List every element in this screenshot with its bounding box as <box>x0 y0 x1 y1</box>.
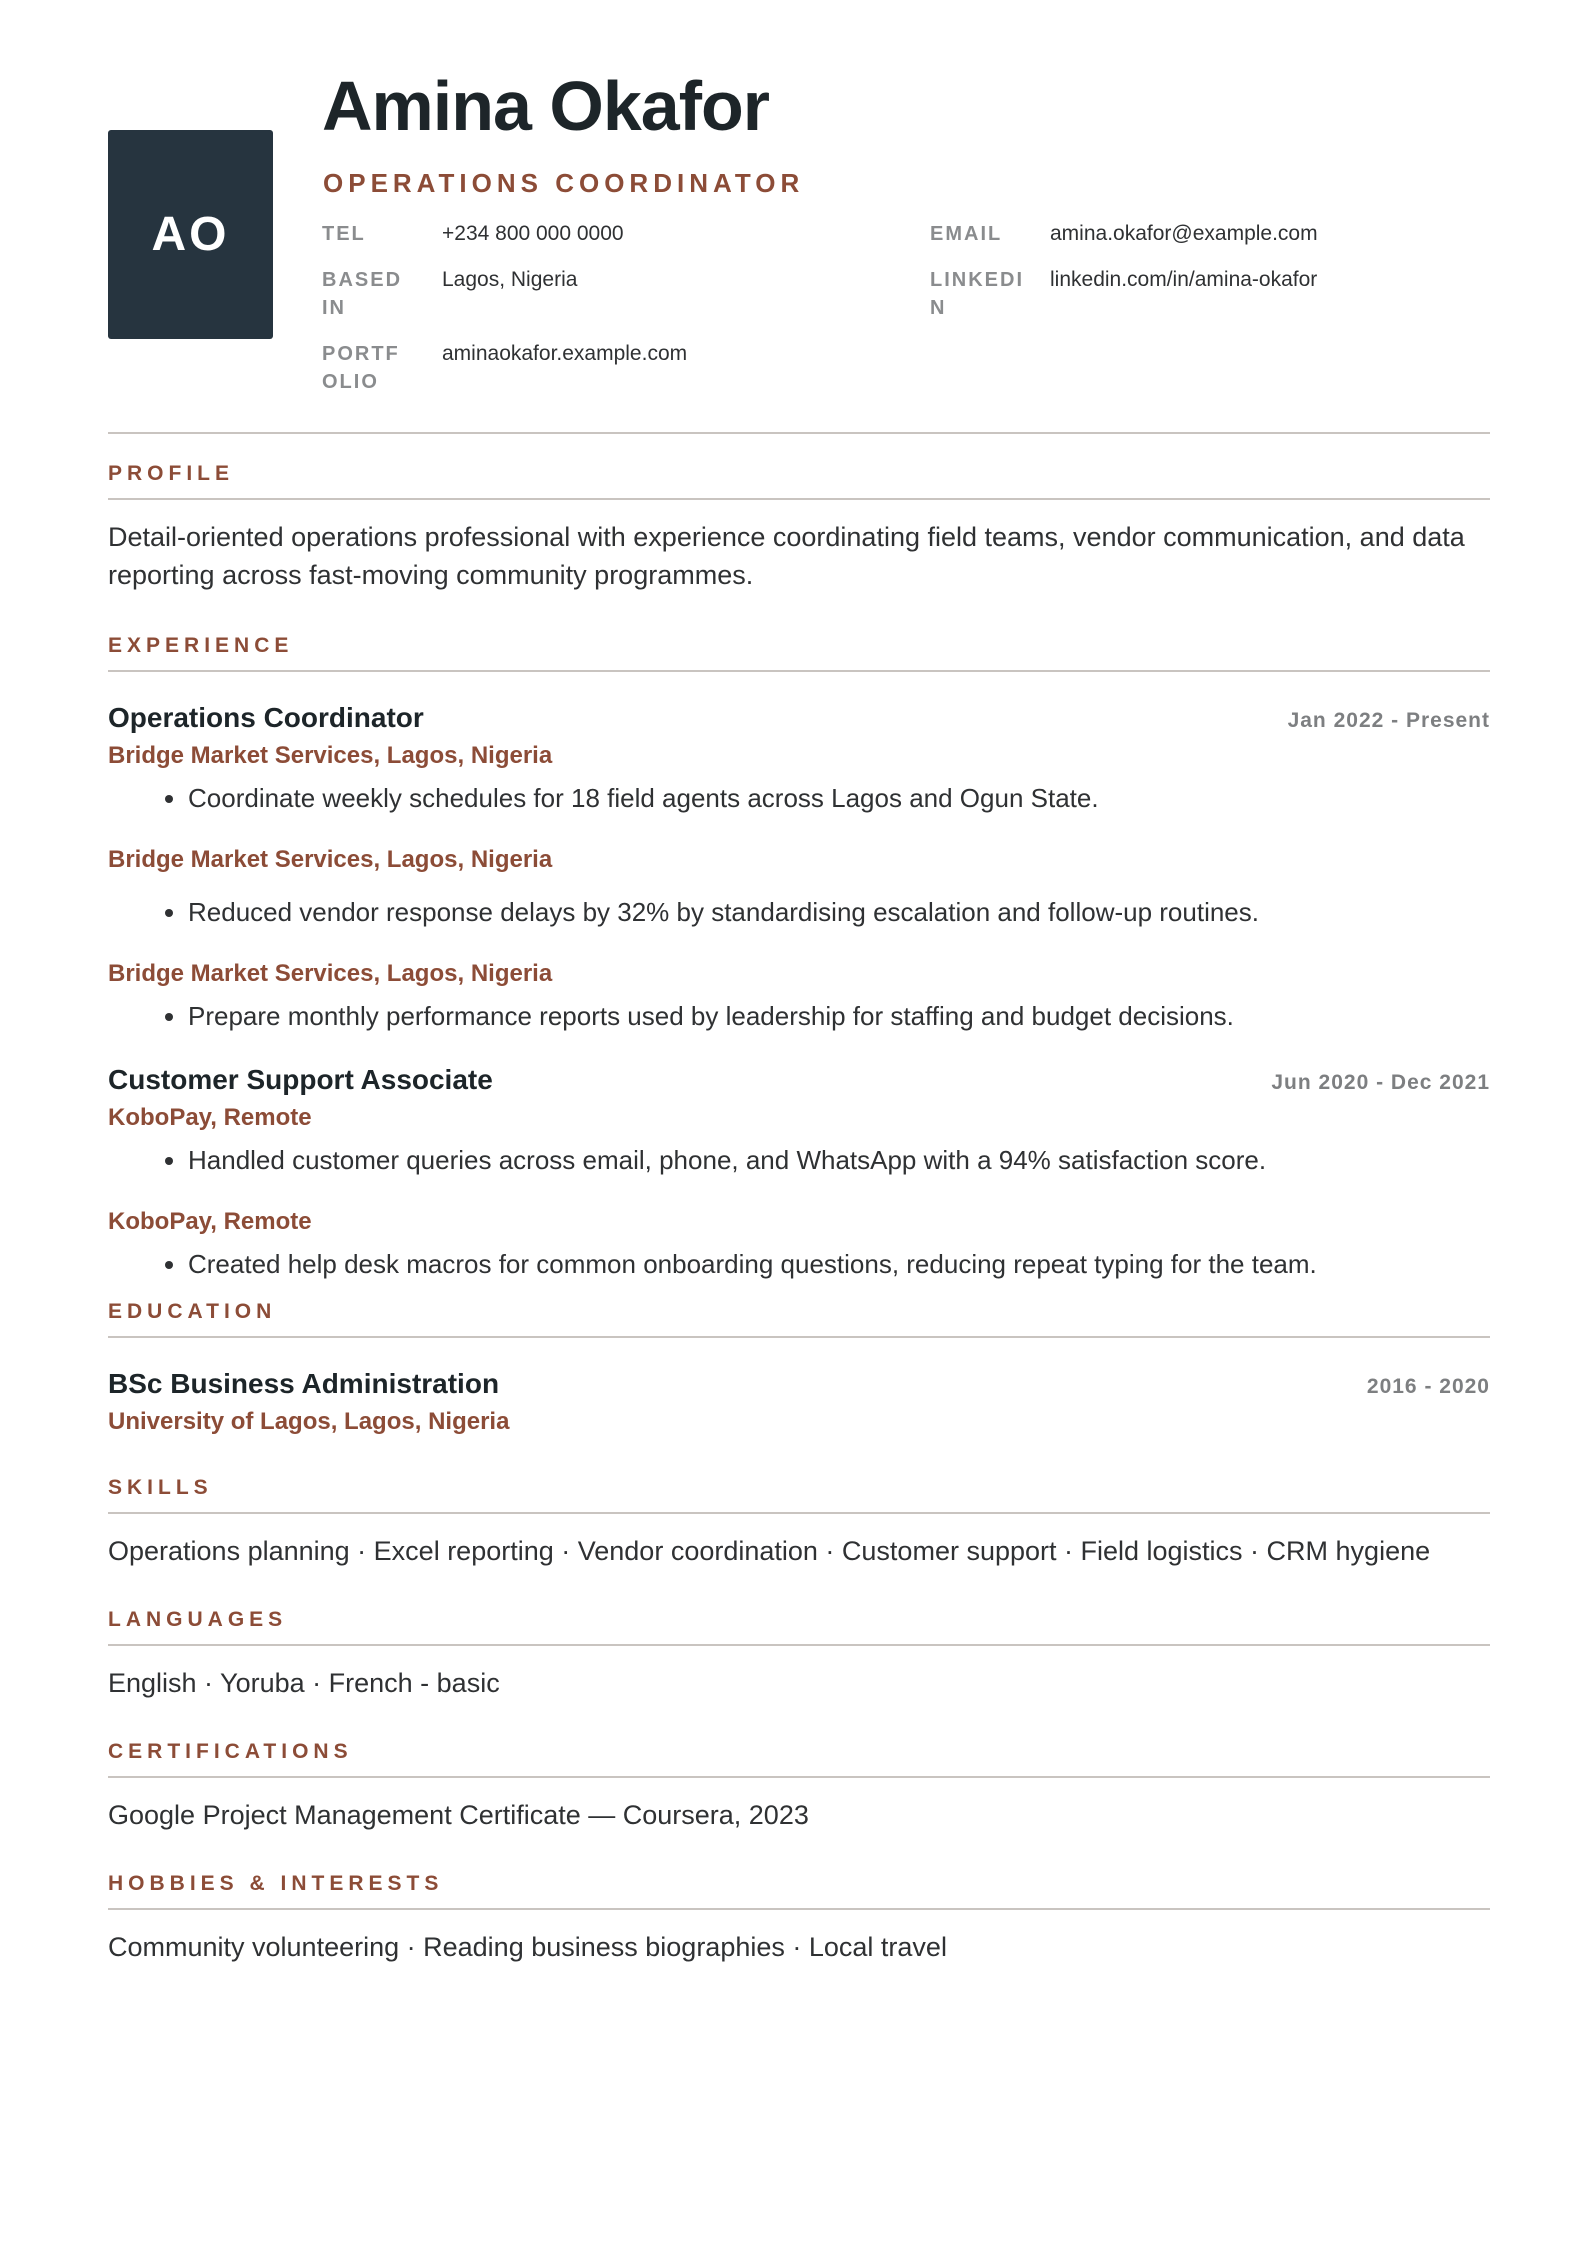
monogram-avatar: AO <box>108 130 273 339</box>
hobbies-list: Community volunteering · Reading business biographies · Local travel <box>108 1932 947 1962</box>
candidate-role: OPERATIONS COORDINATOR <box>323 168 805 198</box>
contact-linkedin <box>930 266 1318 322</box>
employer-name: Bridge Market Services, Lagos, Nigeria <box>108 960 553 987</box>
education-header <box>108 1368 1490 1400</box>
job-header <box>108 1064 1490 1096</box>
phone-value[interactable]: +234 800 000 0000 <box>442 222 624 245</box>
contact-label: BASED IN <box>322 269 403 319</box>
bullet-item: • Reduced vendor response delays by 32% by standardising escalation and follow-up routines. <box>188 894 1490 930</box>
bullet-list <box>108 998 1490 1034</box>
contact-label: LINKEDIN <box>930 269 1024 319</box>
languages-section <box>108 1608 1490 1702</box>
header-divider <box>108 432 1490 434</box>
employer-name: Bridge Market Services, Lagos, Nigeria <box>108 742 553 769</box>
education-dates: 2016 - 2020 <box>1366 1375 1490 1398</box>
profile-summary: Detail-oriented operations professional with experience coordinating field teams, vendor communication, and data reporting across fast-moving community programmes. <box>108 522 1465 590</box>
section-heading: LANGUAGES <box>108 1608 1490 1646</box>
contact-tel <box>322 220 687 248</box>
email-link[interactable]: amina.okafor@example.com <box>1050 222 1318 245</box>
bullet-item: • Prepare monthly performance reports used by leadership for staffing and budget decisions. <box>188 998 1490 1034</box>
linkedin-link[interactable]: linkedin.com/in/amina-okafor <box>1050 268 1318 291</box>
education-entry <box>108 1368 1490 1436</box>
contact-column-right <box>930 220 1318 340</box>
section-heading: SKILLS <box>108 1476 1490 1514</box>
job-header <box>108 702 1490 734</box>
employer-name: KoboPay, Remote <box>108 1208 312 1235</box>
section-heading: HOBBIES & INTERESTS <box>108 1872 1490 1910</box>
bullet-list <box>108 1142 1490 1178</box>
section-heading: PROFILE <box>108 462 1490 500</box>
bullet-item: • Handled customer queries across email, phone, and WhatsApp with a 94% satisfaction score. <box>188 1142 1490 1178</box>
bullet-item: • Coordinate weekly schedules for 18 field agents across Lagos and Ogun State. <box>188 780 1490 816</box>
bullet-item: • Created help desk macros for common onboarding questions, reducing repeat typing for the team. <box>188 1246 1490 1282</box>
job-entry <box>108 702 1490 1034</box>
portfolio-link[interactable]: aminaokafor.example.com <box>442 342 688 365</box>
school-name: University of Lagos, Lagos, Nigeria <box>108 1408 510 1435</box>
experience-section <box>108 634 1490 1282</box>
employer-name: Bridge Market Services, Lagos, Nigeria <box>108 846 553 873</box>
contact-label: PORTFOLIO <box>322 343 400 393</box>
section-heading: CERTIFICATIONS <box>108 1740 1490 1778</box>
profile-section <box>108 462 1490 594</box>
resume-header <box>108 60 1490 400</box>
contact-email <box>930 220 1318 248</box>
resume-body <box>108 462 1490 2004</box>
bullet-list <box>108 1246 1490 1282</box>
certifications-list: Google Project Management Certificate — Coursera, 2023 <box>108 1800 809 1830</box>
bullet-list <box>108 894 1490 930</box>
education-section <box>108 1300 1490 1436</box>
job-dates: Jun 2020 - Dec 2021 <box>1271 1071 1490 1094</box>
contact-column-left <box>322 220 687 414</box>
contact-label: EMAIL <box>930 223 1003 245</box>
location-value: Lagos, Nigeria <box>442 268 578 291</box>
languages-list: English · Yoruba · French - basic <box>108 1668 500 1698</box>
section-heading: EDUCATION <box>108 1300 1490 1338</box>
contact-label: TEL <box>322 223 366 245</box>
certifications-section <box>108 1740 1490 1834</box>
section-heading: EXPERIENCE <box>108 634 1490 672</box>
job-title: Operations Coordinator <box>108 702 424 733</box>
employer-name: KoboPay, Remote <box>108 1104 312 1131</box>
contact-portfolio <box>322 340 687 396</box>
hobbies-section <box>108 1872 1490 1966</box>
candidate-name: Amina Okafor <box>322 67 769 145</box>
job-title: Customer Support Associate <box>108 1064 493 1095</box>
degree-title: BSc Business Administration <box>108 1368 500 1399</box>
bullet-list <box>108 780 1490 816</box>
skills-list: Operations planning · Excel reporting · Vendor coordination · Customer support · Field logistics · CRM hygiene <box>108 1536 1431 1566</box>
skills-section <box>108 1476 1490 1570</box>
contact-location <box>322 266 687 322</box>
job-entry <box>108 1064 1490 1282</box>
job-dates: Jan 2022 - Present <box>1287 709 1490 732</box>
